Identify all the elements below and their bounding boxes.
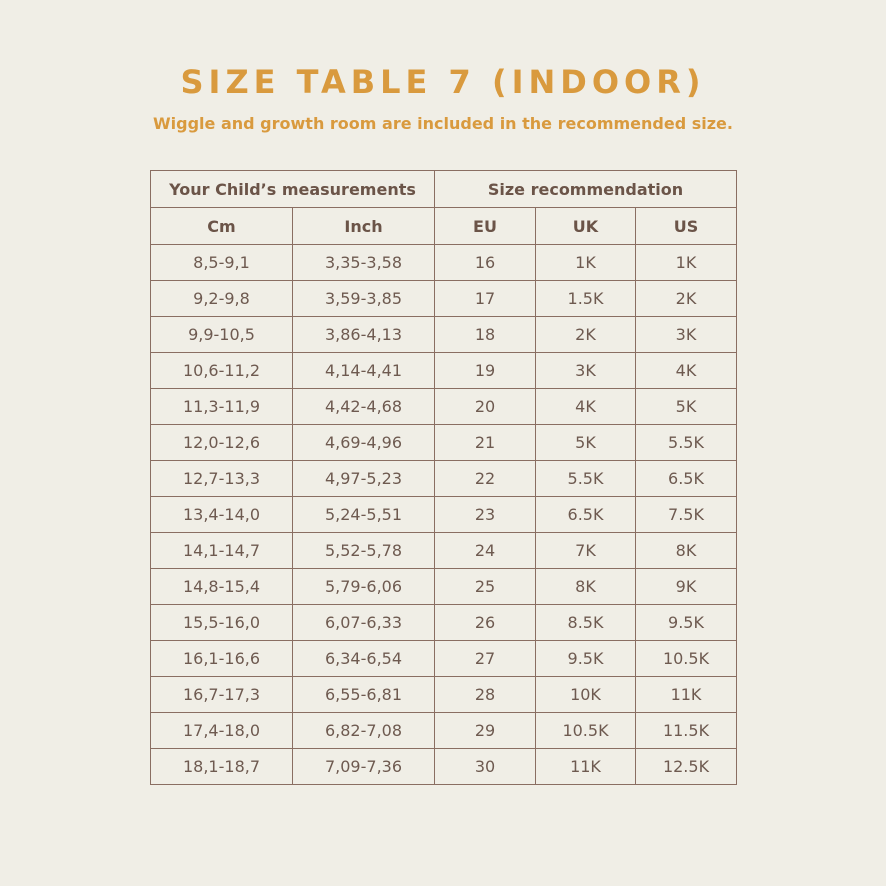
cell-eu: 20 bbox=[435, 389, 536, 425]
table-row bbox=[151, 605, 737, 641]
column-header-eu: EU bbox=[435, 208, 536, 245]
cell-cm: 17,4-18,0 bbox=[151, 713, 293, 749]
table-row bbox=[151, 677, 737, 713]
cell-us: 8K bbox=[636, 533, 737, 569]
column-header-row bbox=[151, 208, 737, 245]
cell-uk: 10.5K bbox=[536, 713, 636, 749]
table-row bbox=[151, 389, 737, 425]
cell-eu: 21 bbox=[435, 425, 536, 461]
cell-us: 12.5K bbox=[636, 749, 737, 785]
cell-us: 2K bbox=[636, 281, 737, 317]
cell-inch: 7,09-7,36 bbox=[293, 749, 435, 785]
cell-eu: 19 bbox=[435, 353, 536, 389]
cell-uk: 9.5K bbox=[536, 641, 636, 677]
cell-eu: 30 bbox=[435, 749, 536, 785]
cell-inch: 4,14-4,41 bbox=[293, 353, 435, 389]
cell-uk: 8.5K bbox=[536, 605, 636, 641]
cell-eu: 16 bbox=[435, 245, 536, 281]
table-row bbox=[151, 245, 737, 281]
cell-cm: 14,8-15,4 bbox=[151, 569, 293, 605]
cell-cm: 18,1-18,7 bbox=[151, 749, 293, 785]
cell-uk: 7K bbox=[536, 533, 636, 569]
table-row bbox=[151, 281, 737, 317]
cell-inch: 5,24-5,51 bbox=[293, 497, 435, 533]
cell-inch: 5,79-6,06 bbox=[293, 569, 435, 605]
cell-uk: 1.5K bbox=[536, 281, 636, 317]
cell-uk: 4K bbox=[536, 389, 636, 425]
table-row bbox=[151, 533, 737, 569]
cell-uk: 5.5K bbox=[536, 461, 636, 497]
cell-cm: 9,2-9,8 bbox=[151, 281, 293, 317]
column-header-us: US bbox=[636, 208, 737, 245]
cell-eu: 17 bbox=[435, 281, 536, 317]
cell-inch: 6,07-6,33 bbox=[293, 605, 435, 641]
table-row bbox=[151, 641, 737, 677]
cell-cm: 12,0-12,6 bbox=[151, 425, 293, 461]
cell-inch: 3,35-3,58 bbox=[293, 245, 435, 281]
cell-us: 9K bbox=[636, 569, 737, 605]
group-header-row bbox=[151, 171, 737, 208]
cell-inch: 6,82-7,08 bbox=[293, 713, 435, 749]
cell-us: 1K bbox=[636, 245, 737, 281]
cell-us: 4K bbox=[636, 353, 737, 389]
cell-eu: 24 bbox=[435, 533, 536, 569]
cell-uk: 11K bbox=[536, 749, 636, 785]
cell-uk: 2K bbox=[536, 317, 636, 353]
column-header-uk: UK bbox=[536, 208, 636, 245]
cell-uk: 1K bbox=[536, 245, 636, 281]
cell-eu: 23 bbox=[435, 497, 536, 533]
column-header-inch: Inch bbox=[293, 208, 435, 245]
cell-us: 3K bbox=[636, 317, 737, 353]
column-header-cm: Cm bbox=[151, 208, 293, 245]
cell-uk: 10K bbox=[536, 677, 636, 713]
cell-inch: 6,55-6,81 bbox=[293, 677, 435, 713]
table-row bbox=[151, 425, 737, 461]
size-table bbox=[150, 170, 737, 785]
cell-eu: 28 bbox=[435, 677, 536, 713]
cell-eu: 22 bbox=[435, 461, 536, 497]
cell-inch: 4,97-5,23 bbox=[293, 461, 435, 497]
cell-inch: 3,86-4,13 bbox=[293, 317, 435, 353]
table-row bbox=[151, 497, 737, 533]
group-header-size-recommendation: Size recommendation bbox=[435, 171, 737, 208]
cell-eu: 25 bbox=[435, 569, 536, 605]
cell-uk: 3K bbox=[536, 353, 636, 389]
cell-us: 11K bbox=[636, 677, 737, 713]
cell-inch: 6,34-6,54 bbox=[293, 641, 435, 677]
cell-us: 9.5K bbox=[636, 605, 737, 641]
cell-uk: 8K bbox=[536, 569, 636, 605]
group-header-measurements: Your Child’s measurements bbox=[151, 171, 435, 208]
cell-cm: 14,1-14,7 bbox=[151, 533, 293, 569]
cell-inch: 4,42-4,68 bbox=[293, 389, 435, 425]
cell-us: 7.5K bbox=[636, 497, 737, 533]
table-row bbox=[151, 317, 737, 353]
cell-us: 5K bbox=[636, 389, 737, 425]
cell-uk: 5K bbox=[536, 425, 636, 461]
cell-us: 5.5K bbox=[636, 425, 737, 461]
cell-cm: 10,6-11,2 bbox=[151, 353, 293, 389]
table-row bbox=[151, 461, 737, 497]
cell-cm: 8,5-9,1 bbox=[151, 245, 293, 281]
page-title: SIZE TABLE 7 (INDOOR) bbox=[180, 63, 706, 101]
table-row bbox=[151, 569, 737, 605]
cell-inch: 5,52-5,78 bbox=[293, 533, 435, 569]
cell-cm: 13,4-14,0 bbox=[151, 497, 293, 533]
table-body bbox=[151, 245, 737, 785]
cell-inch: 3,59-3,85 bbox=[293, 281, 435, 317]
cell-inch: 4,69-4,96 bbox=[293, 425, 435, 461]
cell-us: 10.5K bbox=[636, 641, 737, 677]
cell-cm: 9,9-10,5 bbox=[151, 317, 293, 353]
table-row bbox=[151, 713, 737, 749]
cell-eu: 29 bbox=[435, 713, 536, 749]
cell-cm: 16,7-17,3 bbox=[151, 677, 293, 713]
cell-eu: 18 bbox=[435, 317, 536, 353]
cell-us: 6.5K bbox=[636, 461, 737, 497]
cell-uk: 6.5K bbox=[536, 497, 636, 533]
cell-eu: 26 bbox=[435, 605, 536, 641]
cell-cm: 16,1-16,6 bbox=[151, 641, 293, 677]
cell-cm: 12,7-13,3 bbox=[151, 461, 293, 497]
cell-cm: 15,5-16,0 bbox=[151, 605, 293, 641]
cell-cm: 11,3-11,9 bbox=[151, 389, 293, 425]
cell-us: 11.5K bbox=[636, 713, 737, 749]
table-row bbox=[151, 749, 737, 785]
cell-eu: 27 bbox=[435, 641, 536, 677]
page-subtitle: Wiggle and growth room are included in the recommended size. bbox=[153, 114, 733, 133]
table-row bbox=[151, 353, 737, 389]
